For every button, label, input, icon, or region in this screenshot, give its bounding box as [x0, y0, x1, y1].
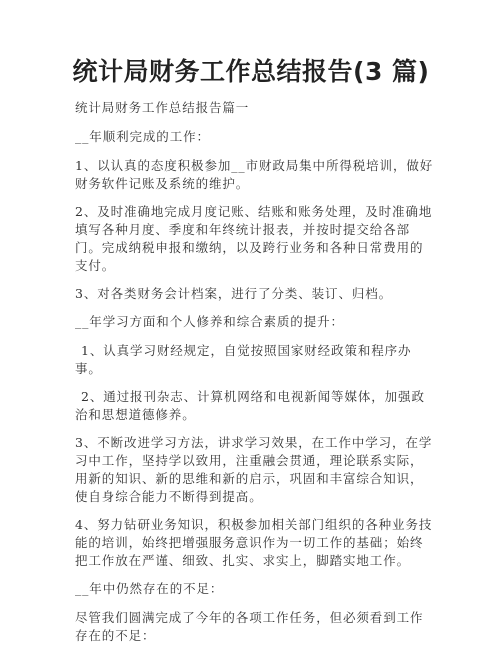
paragraph: 3、不断改进学习方法，讲求学习效果，在工作中学习，在学习中工作，坚持学以致用，注重融会贯通，理论联系实际，用新的知识、新的思维和新的启示，巩固和丰富综合知识，使自身综合能力不断得到提高。: [75, 435, 433, 504]
paragraph: 4、努力钻研业务知识，积极参加相关部门组织的各种业务技能的培训，始终把增强服务意识作为一切工作的基础；始终把工作放在严谨、细致、扎实、求实上，脚踏实地工作。: [75, 517, 433, 568]
paragraph: 1、认真学习财经规定，自觉按照国家财经政策和程序办事。: [75, 343, 412, 376]
subsection-heading: __年顺利完成的工作：: [75, 129, 210, 144]
paragraph: 尽管我们圆满完成了今年的各项工作任务，但必须看到工作存在的不足：: [75, 610, 424, 643]
paragraph: 3、对各类财务会计档案，进行了分类、装订、归档。: [75, 286, 393, 301]
document-title: 统计局财务工作总结报告(3 篇): [72, 57, 430, 86]
section-heading: 统计局财务工作总结报告篇一: [75, 100, 250, 115]
subsection-heading: __年学习方面和个人修养和综合素质的提升：: [75, 314, 344, 329]
paragraph: 2、及时准确地完成月度记账、结账和账务处理，及时准确地填写各种月度、季度和年终统计报表，并按时提交给各部门。完成纳税申报和缴纳，以及跨行业务和各种日常费用的支付。: [75, 204, 433, 273]
document-body: [75, 99, 435, 655]
paragraph: 1、以认真的态度积极参加__市财政局集中所得税培训，做好财务软件记账及系统的维护。: [75, 158, 434, 191]
subsection-heading: __年中仍然存在的不足：: [75, 581, 224, 596]
paragraph: 2、通过报刊杂志、计算机网络和电视新闻等媒体，加强政治和思想道德修养。: [75, 389, 425, 422]
